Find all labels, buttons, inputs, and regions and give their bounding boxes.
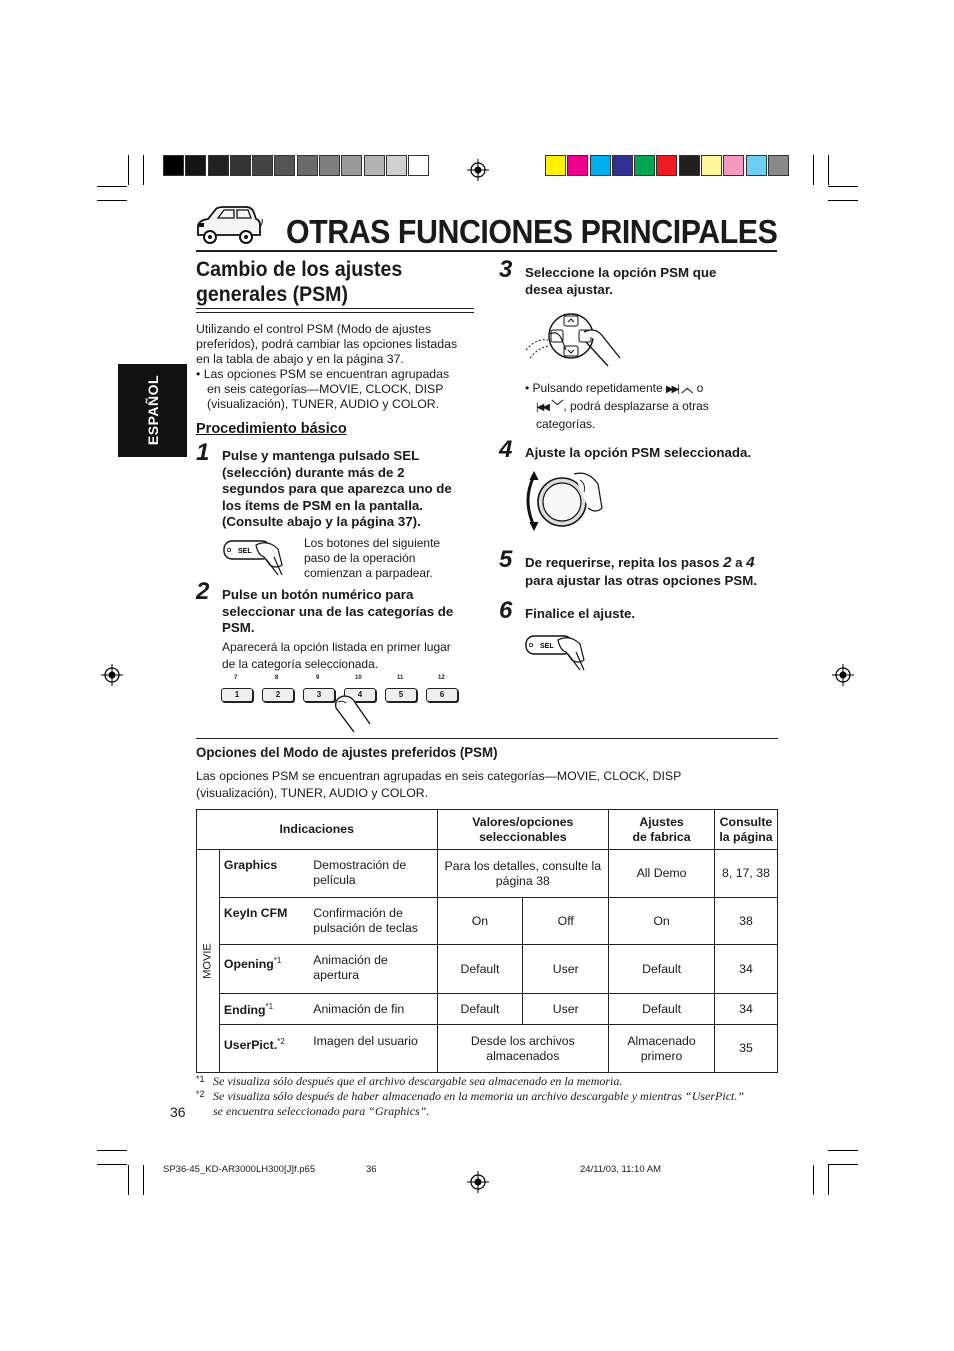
page-ref: 34: [714, 945, 777, 994]
intro-line: preferidos), podrá cambiar las opciones listadas: [196, 337, 458, 351]
psm-section-heading: Opciones del Modo de ajustes preferidos (PSM): [196, 744, 498, 760]
down-arrow-icon: ﹀: [551, 399, 564, 413]
option-value: Off: [523, 898, 609, 945]
calibration-swatch: [163, 155, 184, 176]
table-row: [197, 898, 778, 945]
note-line: categorías.: [536, 417, 596, 431]
step-5-text: [525, 555, 757, 589]
psm-section-text: [196, 768, 681, 801]
step-2-note: [222, 639, 451, 672]
calibration-swatch: [185, 155, 206, 176]
page-ref: 34: [714, 994, 777, 1025]
calibration-swatch: [545, 155, 566, 176]
step-3-text: [525, 265, 716, 298]
header-indications: Indicaciones: [197, 810, 438, 850]
header-line: Consulte: [719, 814, 773, 829]
finger-press-icon: [330, 694, 380, 734]
psm-text-line: (visualización), TUNER, AUDIO y COLOR.: [196, 785, 429, 800]
desc-line: película: [313, 873, 356, 887]
calibration-swatch: [274, 155, 295, 176]
header-line: seleccionables: [479, 829, 567, 844]
factory-line: primero: [640, 1048, 683, 1063]
step-text-part: a: [735, 555, 743, 570]
calibration-swatch: [252, 155, 273, 176]
intro-line: en seis categorías—MOVIE, CLOCK, DISP: [207, 382, 444, 396]
number-key-4: 4: [344, 688, 376, 702]
table-row: [197, 1025, 778, 1073]
calibration-swatch: [230, 155, 251, 176]
option-value: User: [523, 994, 609, 1025]
option-value: On: [437, 898, 523, 945]
note-line: Los botones del siguiente: [304, 536, 441, 550]
footnote-line: Se visualiza sólo después de haber almacenado en la memoria un archivo descargable y mientras “UserPict.”: [213, 1089, 745, 1103]
sel-key-label: SEL: [238, 548, 252, 555]
sel-button-press-icon: [222, 535, 284, 579]
note-text: o: [696, 381, 704, 395]
procedure-heading: Procedimiento básico: [196, 421, 347, 437]
crop-mark: [828, 1164, 858, 1165]
step-ref: 4: [746, 554, 755, 571]
step-2-text: [222, 587, 453, 637]
footnote-ref: *2: [277, 1037, 285, 1046]
footnote-2: [213, 1089, 744, 1119]
crop-mark: [813, 1165, 814, 1195]
value-line: página 38: [495, 873, 550, 888]
key-top-label: 11: [397, 675, 404, 681]
desc-line: Animación de: [313, 953, 388, 967]
factory-value: All Demo: [609, 850, 715, 898]
option-value: Default: [437, 994, 523, 1025]
registration-mark-icon: [101, 664, 123, 686]
footnote-line: se encuentra seleccionado para “Graphics”.: [213, 1104, 430, 1118]
footnote-ref: *1: [273, 956, 282, 965]
page-ref: 35: [714, 1025, 777, 1073]
step-1-text: [222, 448, 452, 531]
note-line: paso de la operación: [304, 551, 416, 565]
footer-date: 24/11/03, 11:10 AM: [580, 1164, 661, 1175]
category-label: MOVIE: [201, 943, 214, 979]
footnote-mark: *1: [196, 1074, 205, 1084]
note-text: • Pulsando repetidamente: [525, 381, 663, 395]
crop-mark: [97, 1164, 127, 1165]
step-line: segundos para que aparezca uno de: [222, 481, 452, 496]
option-name: [219, 994, 309, 1025]
title-rule: [196, 250, 777, 252]
page-number: 36: [170, 1104, 186, 1120]
up-arrow-icon: ︿: [681, 381, 694, 395]
page-ref: 38: [714, 898, 777, 945]
footer-file: SP36-45_KD-AR3000LH300[J]f.p65: [163, 1164, 316, 1175]
next-track-icon: ▶▶|: [665, 384, 678, 395]
calibration-swatch: [590, 155, 611, 176]
option-desc: [309, 945, 437, 994]
number-key-3: 3: [303, 688, 335, 702]
value-line: Desde los archivos: [470, 1033, 575, 1048]
footnote-mark: *2: [196, 1089, 205, 1099]
crop-mark: [828, 1150, 858, 1151]
crop-mark: [813, 155, 814, 185]
psm-options-table: [196, 809, 778, 1073]
option-name: [219, 1025, 309, 1073]
option-value: Default: [437, 945, 523, 994]
section-title-line: Cambio de los ajustes: [196, 258, 403, 281]
step-text-part: De requerirse, repita los pasos: [525, 555, 720, 570]
factory-value: [609, 1025, 715, 1073]
step-number: 3: [499, 256, 513, 283]
crop-mark: [128, 155, 129, 185]
calibration-swatch: [341, 155, 362, 176]
table-header-row: [197, 810, 778, 850]
step-4-text: Ajuste la opción PSM seleccionada.: [525, 445, 752, 460]
intro-bullet: • Las opciones PSM se encuentran agrupadas: [196, 367, 450, 381]
crop-mark: [828, 186, 858, 187]
section-title: [196, 257, 402, 307]
desc-line: Demostración de: [313, 858, 407, 872]
footer-page: 36: [366, 1164, 377, 1175]
sel-key-label: SEL: [540, 643, 554, 650]
calibration-swatch: [408, 155, 429, 176]
car-icon: [194, 205, 264, 247]
step-line: (Consulte abajo y la página 37).: [222, 514, 421, 529]
option-value: User: [523, 945, 609, 994]
calibration-swatch: [364, 155, 385, 176]
key-top-label: 10: [355, 675, 362, 681]
calibration-swatch: [768, 155, 789, 176]
option-desc: Imagen del usuario: [309, 1025, 437, 1073]
desc-line: Confirmación de: [313, 906, 403, 920]
desc-line: apertura: [313, 968, 360, 982]
key-top-label: 8: [275, 675, 279, 681]
step-line: para ajustar las otras opciones PSM.: [525, 572, 758, 588]
calibration-swatch: [297, 155, 318, 176]
calibration-swatch: [656, 155, 677, 176]
step-line: Pulse y mantenga pulsado SEL: [222, 448, 420, 463]
header-line: de fabrica: [632, 829, 691, 844]
crop-mark: [828, 200, 858, 201]
option-name: Graphics: [219, 850, 309, 898]
step-line: PSM.: [222, 620, 255, 635]
number-key-1: 1: [221, 688, 253, 702]
category-cell: [197, 850, 220, 1073]
step-number: 5: [499, 546, 513, 573]
note-line: [525, 398, 709, 416]
psm-section-rule: [196, 738, 778, 739]
crop-mark: [143, 1165, 144, 1195]
intro-line: (visualización), TUNER, AUDIO y COLOR.: [207, 397, 440, 411]
key-top-label: 9: [316, 675, 320, 681]
number-key-6: 6: [426, 688, 458, 702]
option-name-text: UserPict.: [223, 1038, 278, 1053]
calibration-swatch: [567, 155, 588, 176]
header-line: Valores/opciones: [472, 814, 574, 829]
header-values: [437, 810, 609, 850]
step-line: Pulse un botón numérico para: [222, 587, 414, 602]
footnote-1: Se visualiza sólo después que el archivo descargable sea almacenado en la memoria.: [213, 1074, 623, 1088]
calibration-swatch: [679, 155, 700, 176]
gray-calibration-bar: [163, 155, 431, 176]
crop-mark: [828, 1165, 829, 1195]
note-text: , podrá desplazarse a otras: [563, 399, 709, 413]
crop-mark: [97, 1150, 127, 1151]
option-name: [219, 945, 309, 994]
step-number: 2: [196, 578, 210, 605]
psm-text-line: Las opciones PSM se encuentran agrupadas en seis categorías—MOVIE, CLOCK, DISP: [196, 769, 682, 783]
calibration-swatch: [701, 155, 722, 176]
number-key-5: 5: [385, 688, 417, 702]
crop-mark: [143, 155, 144, 185]
table-row: [197, 994, 778, 1025]
page-title: OTRAS FUNCIONES PRINCIPALES: [286, 213, 778, 250]
control-dial-icon: [520, 468, 604, 536]
key-top-label: 7: [234, 675, 238, 681]
option-desc: [309, 898, 437, 945]
calibration-swatch: [634, 155, 655, 176]
calibration-swatch: [612, 155, 633, 176]
header-factory: [609, 810, 715, 850]
registration-mark-icon: [832, 664, 854, 686]
section-rule: [196, 308, 474, 313]
calibration-swatch: [746, 155, 767, 176]
option-desc: Animación de fin: [309, 994, 437, 1025]
step-number: 4: [499, 436, 513, 463]
calibration-swatch: [208, 155, 229, 176]
crop-mark: [97, 200, 127, 201]
crop-mark: [97, 186, 127, 187]
option-name-text: Ending: [223, 1003, 266, 1018]
header-line: la página: [719, 829, 773, 844]
option-name-text: Opening: [223, 957, 274, 972]
step-line: (selección) durante más de 2: [222, 464, 405, 480]
factory-line: Almacenado: [627, 1033, 696, 1048]
value-line: Para los detalles, consulte la: [444, 858, 602, 873]
value-line: almacenados: [486, 1048, 560, 1063]
section-title-line: generales (PSM): [196, 283, 348, 306]
key-top-label: 12: [438, 675, 445, 681]
sel-button-press-icon: [524, 630, 586, 674]
step-3-note: [525, 380, 709, 432]
factory-value: Default: [609, 945, 715, 994]
option-desc: [309, 850, 437, 898]
option-values: [437, 1025, 609, 1073]
step-number: 1: [196, 439, 210, 466]
calibration-swatch: [386, 155, 407, 176]
calibration-swatch: [723, 155, 744, 176]
table-row: [197, 850, 778, 898]
table-row: [197, 945, 778, 994]
factory-value: On: [609, 898, 715, 945]
intro-line: en la tabla de abajo y en la página 37.: [196, 352, 404, 366]
registration-mark-icon: [467, 1171, 489, 1193]
note-line: Aparecerá la opción listada en primer lugar: [222, 640, 451, 654]
option-name: KeyIn CFM: [219, 898, 309, 945]
header-line: Ajustes: [639, 814, 684, 829]
number-key-2: 2: [262, 688, 294, 702]
language-tab-label: ESPAÑOL: [145, 374, 161, 446]
step-line: los ítems de PSM en la pantalla.: [222, 497, 423, 513]
intro-line: Utilizando el control PSM (Modo de ajustes: [196, 322, 432, 336]
step-6-text: Finalice el ajuste.: [525, 606, 636, 621]
color-calibration-bar: [545, 155, 790, 176]
crop-mark: [128, 1165, 129, 1195]
step-line: Seleccione la opción PSM que: [525, 265, 717, 280]
prev-track-icon: |◀◀: [536, 402, 548, 413]
intro-text: [196, 322, 457, 412]
step-number: 6: [499, 597, 513, 624]
note-line: [525, 380, 709, 398]
note-line: comienzan a parpadear.: [304, 566, 433, 580]
step-line: seleccionar una de las categorías de: [222, 603, 454, 619]
page-ref: 8, 17, 38: [714, 850, 777, 898]
header-page: [714, 810, 777, 850]
desc-line: pulsación de teclas: [313, 921, 418, 935]
cross-key-icon: [522, 310, 624, 368]
registration-mark-icon: [467, 159, 489, 181]
crop-mark: [828, 155, 829, 185]
step-line: desea ajustar.: [525, 281, 613, 297]
footnote-ref: *1: [265, 1002, 274, 1012]
factory-value: Default: [609, 994, 715, 1025]
option-values: [437, 850, 609, 898]
note-line: de la categoría seleccionada.: [222, 656, 379, 671]
step-ref: 2: [723, 554, 732, 571]
step-1-note: [304, 536, 440, 581]
calibration-swatch: [319, 155, 340, 176]
step-line: [525, 555, 757, 572]
